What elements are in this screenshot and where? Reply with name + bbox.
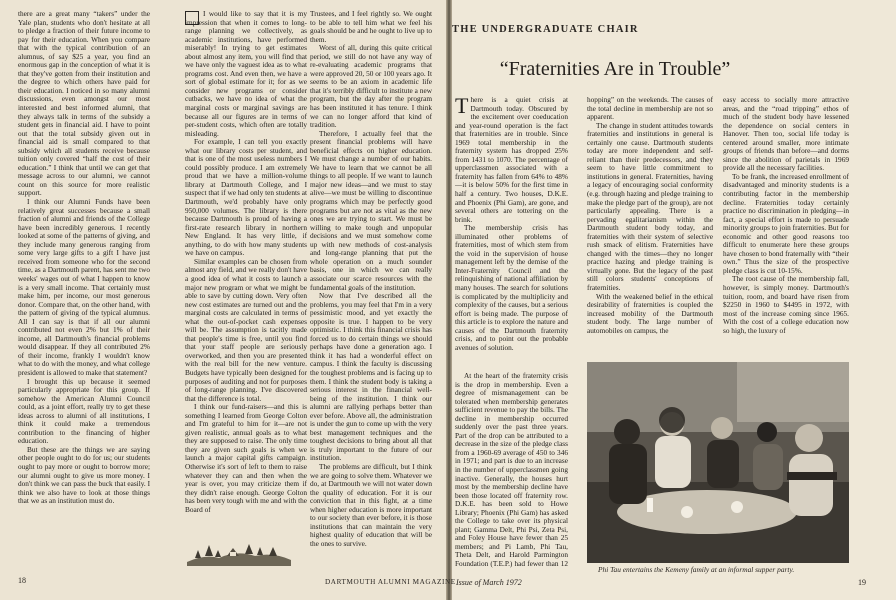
drop-cap: T: [455, 96, 469, 118]
right-column-1-lower: [455, 372, 568, 568]
section-title: THE UNDERGRADUATE CHAIR: [452, 24, 639, 35]
paragraph: I brought this up because it seemed particularly appropriate for this group. If somehow the American Alumni Council could, as a joint effort, really try to get these ideas across to alumni of all institutions, I think it could make a tremendous contribution to the financing of higher education.: [18, 376, 150, 446]
paragraph: To be frank, the increased enrollment of disadvantaged and minority students is a contributing factor in the membership decline. Fraternities today certainly practice no discrimination in pledging—in fact, a special effort is made to persuade minority groups to join fraternities. But for economic and other good reasons too difficult to enumerate here these groups have chosen to bond fraternally with “their own.” Thus the size of the prospective pledge class is cut 10-15%.: [723, 171, 849, 275]
paragraph: I think our Alumni Funds have been relatively great successes because a small fraction of alumni and friends of the College have been incredibly generous. I recently looked at some of the patterns of giving, and they include many generous ranging from some very large gifts to a gift I have just received from someone who for the second time, as a Dartmouth parent, has sent me two weeks' wages out of what I happen to know is a very small income. That certainly must make him, per income, our most generous donor. Compare that, on the other hand, with the pattern of giving of the typical alumnus. All I can say is that if all our alumni contributed not even 2% but 1% of their income, all Dartmouth's financial problems would disappear. If they all contributed 2% of their income, frankly I wouldn't know what to do with the money, and what college president is allowed to make that statement?: [18, 197, 150, 377]
paragraph: Similar examples can be chosen from almost any field, and we really don't have a good idea of what it costs to launch a major new program or what we might be able to save by cutting down. Very often new cost estimates are turned out and the marginal costs are calculated in terms of what the out-of-pocket cash expenses will be. The assumption is tacitly made that people's time is free, until you find that your staff people are seriously overworked, and then you are presented with the real bill for the new venture. Budgets have typically been designed for purposes of auditing and not for purposes of long-range planning. I've discovered that the difference is total.: [185, 256, 307, 403]
paragraph: But these are the things we are saying other people ought to do for us; our students ought to pay more or ought to borrow more; our alumni ought to give us more money. I don't think we can pass the buck that easily. I think we also have to look at those things that we as an institution must do.: [18, 444, 150, 506]
issue-line: Issue of March 1972: [456, 578, 522, 587]
landscape-vignette-icon: [185, 532, 293, 568]
paragraph: The root cause of the membership fall, however, is simply money. Dartmouth's tuition, room, and board have risen from $2250 in 1960 to $4495 in 1972, with most of the increase coming since 1965. With the cost of a college education now so high, the luxury of: [723, 274, 849, 335]
paragraph: I think our fund-raisers—and this is something I learned from George Colton and I'm grateful to him for it—are not given realistic, annual goals as to what they are supposed to raise. The only time they are given such goals is when we launch a major capital gifts campaign. Otherwise it's sort of left to them to raise whatever they can and then when the year is over, you may criticize them if they didn't raise enough. George Colton has been very tough with me and with the Board of: [185, 402, 307, 514]
left-column-3: [310, 10, 432, 572]
right-column-1: [455, 96, 568, 372]
paragraph: Now that I've described all the problems, you may feel that I'm in a very pessimistic mood, and yet exactly the opposite is true. I happen to be very optimistic. I think this financial crisis has forced us to do certain things we should perhaps have done a generation ago. I think it has had a wonderful effect on campus. I think the faculty is discussing the toughest problems and is facing up to them. I think the student body is taking a serious interest in the financial well-being of the institution. I think our alumni are rallying perhaps better than ever before. Above all, the administration is under the gun to come up with the very best management techniques and the toughest decisions to bring about all that is truly important to the future of our institution.: [310, 291, 432, 463]
paragraph: The change in student attitudes towards fraternities and institutions in general is certainly one cause. Dartmouth students today are more independent and self-reliant than their predecessors, and they seem to have little commitment to institutions in general. Fraternities, having a legacy of encouraging social conformity (e.g. through hazing and pledge training to make the pledge part of the group), are not particularly appealing. There is a pervading egalitarianism within the Dartmouth student body today, and fraternities with their system of selective rush smack of elitism. Fraternities have changed with the times—they no longer practice hazing and pledge training is virtually gone. But the legacy of the past still colors students' conceptions of fraternities.: [587, 120, 713, 293]
left-column-1: [18, 10, 150, 572]
paragraph: At the heart of the fraternity crisis is the drop in membership. Even a degree of mismanagement can be tolerated when membership generates sufficient revenue to pay the bills. The decline in membership occurred suddenly over the past three years. Part of the drop can be attributed to a decrease in the size of the pledge class from a 1960-69 average of 450 to 346 in 1971; and part is due to an increase in the number of upperclassmen going inactive. Generally, the houses hurt most by the membership decline have been those located off fraternity row. D.K.E. has been sold to Howe Library; Phoenix (Phi Gam) has asked the College to take over its physical plant; Gamma Delt, Phi Psi, Zeta Psi, and Foley House have fewer than 25 members; and Pi Lamb, Phi Tau, Theta Delt, and Harold Parmington Foundation (T.E.P.) had fewer than 12: [455, 372, 568, 568]
right-column-2: [587, 96, 713, 362]
paragraph: With the weakened belief in the ethical desirability of fraternities is coupled the increased mobility of the Dartmouth student body. The large number of automobiles on campus, the: [587, 291, 713, 335]
magazine-name: DARTMOUTH ALUMNI MAGAZINE: [325, 578, 456, 586]
paragraph: Worst of all, during this quite critical period, we still do not have any way of re-evaluating academic programs that were approved 20, 50 or 100 years ago. It seems to be an axiom in academic life that it's terribly difficult to institute a new program, but the day after the program has been instituted it has tenure. I think we can no longer afford that kind of tradition.: [310, 43, 432, 130]
left-column-2: [185, 10, 307, 532]
supper-party-photo: [587, 362, 849, 563]
paragraph: I would like to say that it is my impression that when it comes to long-range planning we collectively, as academic institutions, have performed miserably! In trying to get estimates about almost any item, you will find that we have only the vaguest idea as to what programs cost. And even then, we have a sort of global estimate for it; for as we consider new programs or consider cutbacks, we have no idea of what the marginal costs or marginal savings are because all our figures are in terms of per-student costs, which often are totally misleading.: [185, 10, 307, 138]
paragraph: The problems are difficult, but I think we are going to solve them. Whatever we do, at Dartmouth we will not water down the quality of education. For it is our conviction that in this fight, at a time when higher education is more important to our society than ever before, it is those institutions that can maintain the very highest quality of education that will be the ones to survive.: [310, 461, 432, 548]
paragraph: Therefore, I actually feel that the present financial problems will have beneficial effects on higher education. We must change a number of our habits. We have to learn that we cannot be all things to all people. If we want to launch major new ideas—and we must to stay alive—we must be willing to discontinue programs which may be perfectly good programs but are not as vital as the new ones we are trying to start. We must be willing to make tough and unpopular decisions and we must somehow come up with new methods of cost-analysis and long-range planning that put the whole operation on a much sounder basis, one in which we can really associate our scarce resources with the fundamental goals of the institution.: [310, 128, 432, 292]
article-headline: “Fraternities Are in Trouble”: [499, 58, 731, 80]
right-column-3: [723, 96, 849, 362]
paragraph: hopping” on the weekends. The causes of the total decline in membership are not so apparent.: [587, 96, 713, 122]
paragraph: Trustees, and I feel rightly so. We ought to be able to tell him what we feel his goals should be and he ought to live up to them.: [310, 10, 432, 44]
photo-caption: Phi Tau entertains the Kemeny family at an informal supper party.: [598, 565, 795, 574]
paragraph: easy access to socially more attractive areas, and the “road tripping” ethos of much of the student body have lessened the dependence on social centers in Hanover. Then too, social life today is centered around smaller, more intimate groups of friends than before—and dorms since the abolition of parietals in 1969 provide all the necessary facilities.: [723, 96, 849, 173]
paragraph: here is a quiet crisis at Dartmouth today. Obscured by the excitement over coeducation and year-round operation is the fact that fraternities are in trouble. Since 1969 total membership in the fraternity system has dropped 25% from 1431 to 1070. The percentage of upperclassmen associated with a fraternity has fallen from 64% to 48%—it is below 50% for the first time in half a century. Two houses, D.K.E. and Phoenix (Phi Gam), are gone, and several others are tottering on the brink.: [455, 96, 568, 224]
page-number-left: 18: [18, 576, 26, 585]
paragraph: The membership crisis has illuminated other problems of fraternities, most of which stem from the void in the supervision of house management left by the demise of the Inter-Fraternity Council and the relinquishing of national affiliation by many houses. The search for solutions is complicated by the multiplicity and complexity of the causes, but a serious effort is being made. The purpose of this article is to explore the nature and causes of the Dartmouth fraternity crisis, and to point out the probable avenues of solution.: [455, 223, 568, 352]
paragraph: For example, I can tell you exactly what our library costs per student, and that is one of the most useless numbers I could possibly produce. I am extremely proud that we have a million-volume library at Dartmouth College, and I suspect that if we had only ten students at Dartmouth, we'd probably have only 950,000 volumes. The library is there because Dartmouth is proud of having a first-rate research library in northern New England. It has very little, if anything, to do with how many students we have on campus.: [185, 137, 307, 258]
paragraph: there are a great many “takers” under the Yale plan, students who don't hesitate at all to pledge a fraction of their future income to pay for their education. When you compare that with the typical contribution of an alumnus, of say $25 a year, you find an enormous gap in the conception of what it is that they've gotten from their institution and the degree to which others have paid for their education. I noticed in so many alumni discussions, even amongst our most interested and best informed alumni, that they always talk in terms of the subsidy a student gets in financial aid. I have to point out that the total subsidy given out in financial aid is small compared to that subsidy which all students receive because tuition only covered “half the cost of their education.” I think that until we can get that message across to our alumni, we cannot count on this source for more realistic support.: [18, 10, 150, 198]
page-number-right: 19: [858, 578, 866, 587]
